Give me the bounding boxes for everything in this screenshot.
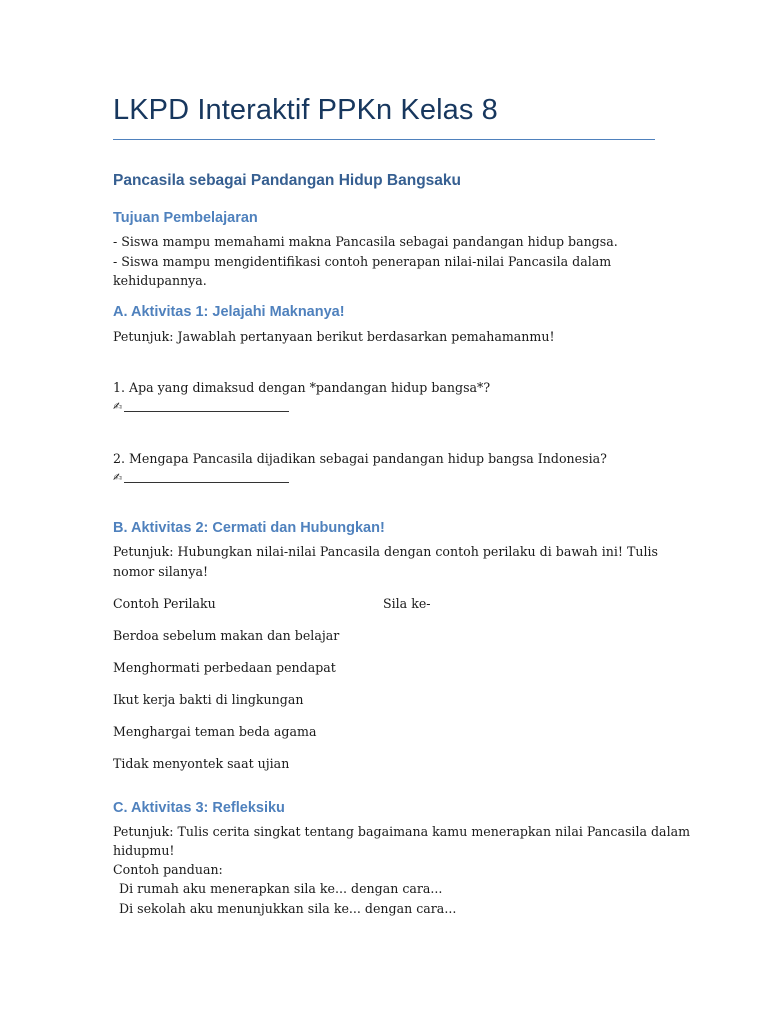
document-title: LKPD Interaktif PPKn Kelas 8: [113, 94, 498, 126]
guide-line: Di sekolah aku menunjukkan sila ke... dengan cara...: [119, 901, 457, 916]
activity3-instruction-line: hidupmu!: [113, 843, 175, 858]
answer-line: [124, 411, 289, 412]
question-2: 2. Mengapa Pancasila dijadikan sebagai pandangan hidup bangsa Indonesia?: [113, 451, 607, 466]
objective-line: kehidupannya.: [113, 273, 207, 288]
behavior-row: Ikut kerja bakti di lingkungan: [113, 692, 304, 707]
answer-field-1[interactable]: [113, 397, 289, 416]
activity2-instruction-line: Petunjuk: Hubungkan nilai-nilai Pancasila dengan contoh perilaku di bawah ini! Tulis: [113, 544, 658, 559]
activity3-heading: C. Aktivitas 3: Refleksiku: [113, 800, 285, 816]
guide-line: Di rumah aku menerapkan sila ke... dengan cara...: [119, 881, 443, 896]
objective-line: - Siswa mampu memahami makna Pancasila sebagai pandangan hidup bangsa.: [113, 234, 618, 249]
behavior-row: Menghargai teman beda agama: [113, 724, 317, 739]
activity2-instruction-line: nomor silanya!: [113, 564, 209, 579]
column-header-sila: Sila ke-: [383, 596, 431, 611]
title-divider: [113, 139, 655, 140]
document-subtitle: Pancasila sebagai Pandangan Hidup Bangsaku: [113, 172, 461, 189]
behavior-row: Menghormati perbedaan pendapat: [113, 660, 336, 675]
objective-line: - Siswa mampu mengidentifikasi contoh penerapan nilai-nilai Pancasila dalam: [113, 254, 612, 269]
writing-hand-icon: ✍: [113, 400, 123, 413]
question-1: 1. Apa yang dimaksud dengan *pandangan hidup bangsa*?: [113, 380, 491, 395]
activity2-heading: B. Aktivitas 2: Cermati dan Hubungkan!: [113, 520, 385, 536]
answer-field-2[interactable]: [113, 468, 289, 487]
guide-label: Contoh panduan:: [113, 862, 223, 877]
behavior-row: Tidak menyontek saat ujian: [113, 756, 290, 771]
answer-line: [124, 482, 289, 483]
behavior-row: Berdoa sebelum makan dan belajar: [113, 628, 340, 643]
activity1-instruction: Petunjuk: Jawablah pertanyaan berikut berdasarkan pemahamanmu!: [113, 329, 555, 344]
writing-hand-icon: ✍: [113, 471, 123, 484]
activity1-heading: A. Aktivitas 1: Jelajahi Maknanya!: [113, 304, 345, 320]
column-header-behavior: Contoh Perilaku: [113, 596, 216, 611]
objectives-heading: Tujuan Pembelajaran: [113, 210, 258, 226]
activity3-instruction-line: Petunjuk: Tulis cerita singkat tentang bagaimana kamu menerapkan nilai Pancasila dalam: [113, 824, 691, 839]
